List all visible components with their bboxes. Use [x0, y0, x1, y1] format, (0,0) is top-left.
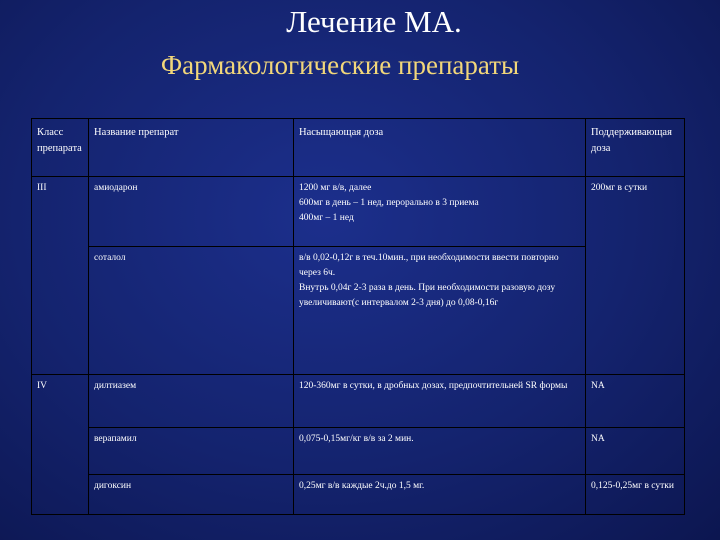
drug-name-cell: дилтиазем [89, 375, 294, 428]
table-row [32, 247, 685, 375]
table-row [32, 428, 685, 475]
maintenance-dose-cell: NA [586, 375, 685, 428]
loading-dose-line: Внутрь 0,04г 2-3 раза в день. При необходимости разовую дозу увеличивают(с интервалом 2-3 дня) до 0,08-0,16г [299, 283, 556, 308]
maintenance-dose-cell: NA [586, 428, 685, 475]
maintenance-dose-cell [586, 247, 685, 375]
loading-dose-cell [294, 247, 586, 375]
loading-dose-cell [294, 475, 586, 515]
loading-dose-line: 600мг в день – 1 нед, перорально в 3 приема [299, 198, 479, 208]
table-row [32, 375, 685, 428]
loading-dose-line: 1200 мг в/в, далее [299, 183, 372, 193]
class-cell [32, 247, 89, 375]
drug-table [31, 118, 685, 515]
class-cell: IV [32, 375, 89, 428]
maintenance-dose-cell: 200мг в сутки [586, 177, 685, 247]
loading-dose-line: 0,25мг в/в каждые 2ч.до 1,5 мг. [299, 481, 425, 491]
header-maintenance-dose: Поддерживающая доза [586, 119, 685, 177]
class-cell: III [32, 177, 89, 247]
drug-name-cell: дигоксин [89, 475, 294, 515]
header-drug-name: Название препарат [89, 119, 294, 177]
slide-title: Лечение МА. [286, 4, 462, 39]
class-cell [32, 428, 89, 475]
loading-dose-cell [294, 375, 586, 428]
table-row [32, 177, 685, 247]
header-loading-dose: Насыщающая доза [294, 119, 586, 177]
drug-name-cell: соталол [89, 247, 294, 375]
loading-dose-line: в/в 0,02-0,12г в теч.10мин., при необходимости ввести повторно через 6ч. [299, 253, 559, 278]
header-class: Класс препарата [32, 119, 89, 177]
loading-dose-cell [294, 428, 586, 475]
drug-name-cell: верапамил [89, 428, 294, 475]
slide-subtitle: Фармакологические препараты [160, 50, 520, 80]
loading-dose-line: 400мг – 1 нед [299, 213, 354, 223]
table-row [32, 475, 685, 515]
loading-dose-line: 120-360мг в сутки, в дробных дозах, предпочтительней SR формы [299, 381, 568, 391]
drug-name-cell: амиодарон [89, 177, 294, 247]
maintenance-dose-cell: 0,125-0,25мг в сутки [586, 475, 685, 515]
loading-dose-line: 0,075-0,15мг/кг в/в за 2 мин. [299, 434, 414, 444]
class-cell [32, 475, 89, 515]
loading-dose-cell [294, 177, 586, 247]
table-header-row [32, 119, 685, 177]
